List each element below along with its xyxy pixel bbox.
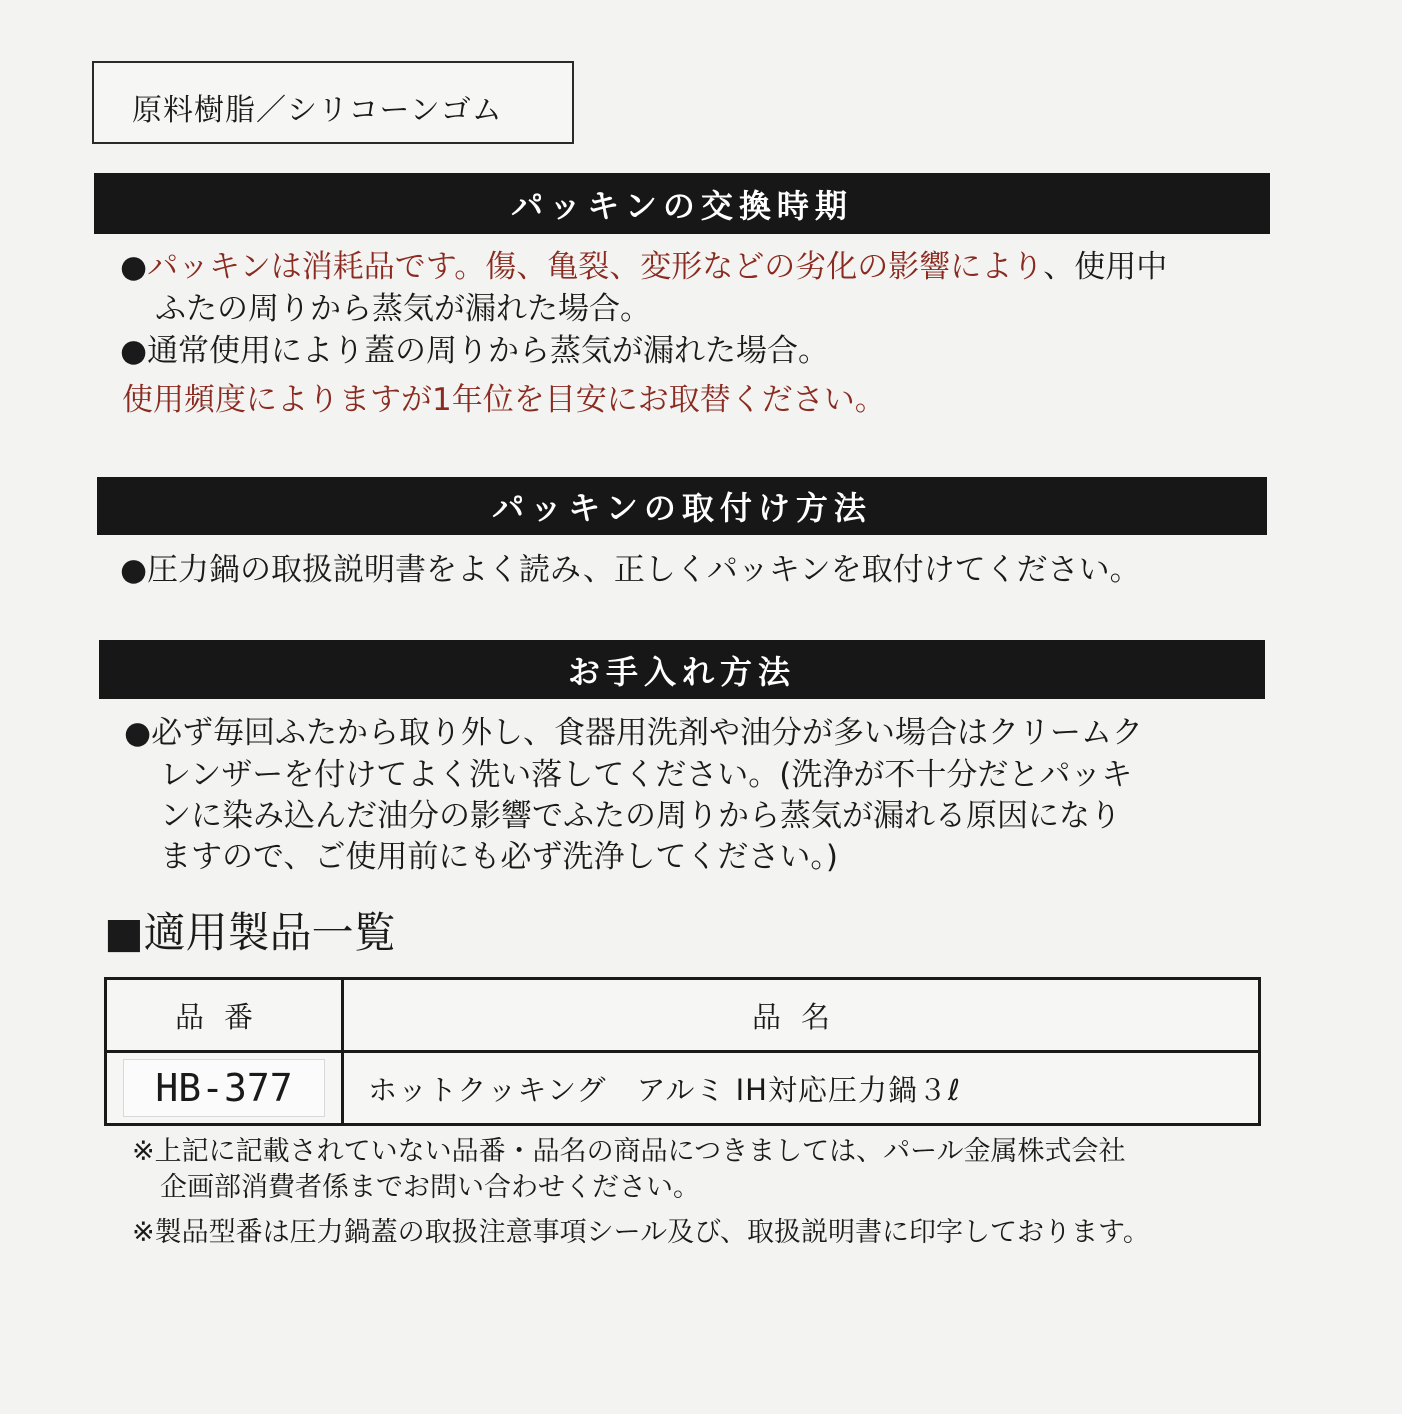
note-2: ※製品型番は圧力鍋蓋の取扱注意事項シール及び、取扱説明書に印字しております。 [132, 1217, 1150, 1248]
bullet-icon: ● [120, 333, 148, 369]
section-header-install [97, 477, 1267, 535]
replacement-note: 使用頻度によりますが1年位を目安にお取替ください。 [122, 382, 886, 418]
products-heading: ■適用製品一覧 [104, 908, 396, 957]
column-header-name: 品名 [343, 979, 1260, 1052]
care-line-1-text: 必ず毎回ふたから取り外し、食器用洗剤や油分が多い場合はクリームク [151, 715, 1144, 751]
note-1-line-2: 企画部消費者係までお問い合わせください。 [160, 1172, 700, 1203]
replacement-bullet-2-text: 通常使用により蓋の周りから蒸気が漏れた場合。 [147, 333, 830, 369]
note-1-line-1: ※上記に記載されていない品番・品名の商品につきましては、パール金属株式会社 [132, 1136, 1126, 1167]
care-line-3: ンに染み込んだ油分の影響でふたの周りから蒸気が漏れる原因になり [160, 798, 1121, 834]
bullet-icon: ● [120, 552, 148, 588]
care-line-1 [124, 715, 1144, 751]
section-header-replacement [94, 173, 1270, 234]
product-code: HB-377 [123, 1059, 325, 1117]
replacement-bullet-1-red: パッキンは消耗品です。傷、亀裂、変形などの劣化の影響により [147, 249, 1044, 285]
replacement-bullet-2 [120, 333, 830, 369]
install-bullet-1-text: 圧力鍋の取扱説明書をよく読み、正しくパッキンを取付けてください。 [147, 552, 1141, 588]
care-line-2: レンザーを付けてよく洗い落してください。(洗浄が不十分だとパッキ [160, 757, 1133, 793]
care-line-4: ますので、ご使用前にも必ず洗浄してください。) [160, 839, 838, 875]
install-bullet-1 [120, 552, 1141, 588]
bullet-icon: ● [120, 249, 148, 285]
replacement-bullet-1-line-2: ふたの周りから蒸気が漏れた場合。 [155, 291, 651, 327]
table-row [106, 1052, 1260, 1125]
replacement-bullet-1 [120, 249, 1168, 285]
column-header-code: 品番 [106, 979, 343, 1052]
material-label: 原料樹脂／シリコーンゴム [132, 93, 503, 128]
material-box [92, 61, 574, 144]
bullet-icon: ● [124, 715, 152, 751]
replacement-bullet-1-black: 、使用中 [1043, 249, 1168, 285]
products-table [104, 977, 1261, 1126]
table-header-row [106, 979, 1260, 1052]
section-title-install: パッキンの取付け方法 [492, 489, 872, 527]
section-title-care: お手入れ方法 [567, 652, 796, 691]
section-header-care [99, 640, 1265, 699]
product-code-cell [106, 1052, 343, 1125]
product-name: ホットクッキング アルミ IH対応圧力鍋３ℓ [343, 1052, 1260, 1125]
section-title-replacement: パッキンの交換時期 [511, 186, 853, 225]
